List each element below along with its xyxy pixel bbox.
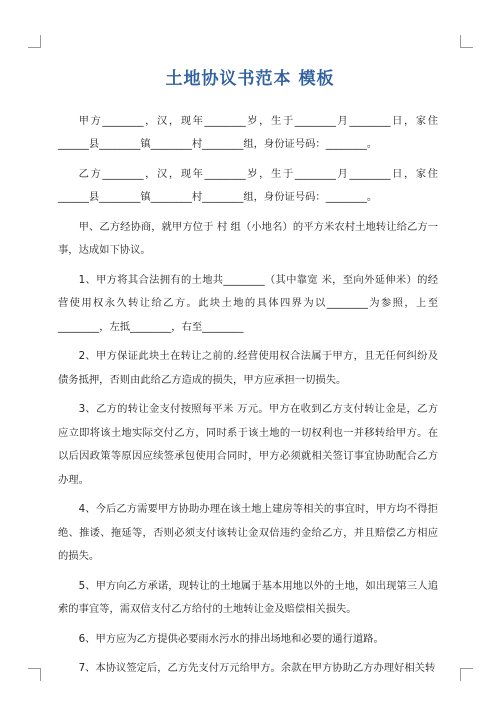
clause-3: 3、乙方的转让金支付按照每平米 万元。甲方在收到乙方支付转让金是，乙方应立即将该土地实际交付乙方，同时系于该土地的一切权利也一并移转给甲方。在以后因政策等原因应续签承包使用合同时，甲方必须就相关签订事宜协助配合乙方办理。 [58, 403, 438, 486]
clause-4: 4、今后乙方需要甲方协助办理在该土地上建房等相关的事宜时，甲方均不得拒绝、推诿、拖延等，否则必须支付该转让金双倍违约金给乙方，并且赔偿乙方相应的损失。 [58, 503, 438, 563]
clause-2: 2、甲方保证此块土在转让之前的.经营使用权合法属于甲方，且无任何纠纷及债务抵押，否则由此给乙方造成的损失，甲方应承担一切损失。 [58, 350, 438, 386]
crop-mark-top-right [460, 35, 473, 48]
document-body [58, 110, 438, 687]
crop-mark-bottom-right [460, 668, 473, 681]
clause-1: 1、甲方将其合法拥有的土地共________（其中靠宽 米，至向外延伸米）的经营使用权永久转让给乙方。此块土地的具体四界为以________为参照，上至________，左抵________，右至________ [58, 274, 438, 333]
document-title: 土地协议书范本 模板 [165, 69, 335, 89]
party-b-info: 乙方________，汉，现年________岁，生于________月________日，家住______县________镇________村________组，身份证号码：________。 [58, 168, 438, 204]
party-a-info: 甲方________，汉，现年________岁，生于________月________日，家住______县________镇________村________组，身份证号码：________。 [58, 115, 438, 151]
clause-5: 5、甲方向乙方承诺，现转让的土地属于基本用地以外的土地，如出现第三人追索的事宜等，需双倍支付乙方给付的土地转让金及赔偿相关损失。 [58, 579, 438, 616]
crop-mark-bottom-left [28, 668, 41, 681]
clause-7: 7、本协议签定后，乙方先支付万元给甲方。余款在甲方协助乙方办理好相关转 [78, 662, 436, 675]
clause-6: 6、甲方应为乙方提供必要雨水污水的排出场地和必要的通行道路。 [78, 632, 384, 645]
agreement-intro: 甲、乙方经协商，就甲方位于 村 组（小地名）的平方米农村土地转让给乙方一事，达成如下协议。 [58, 221, 438, 257]
crop-mark-top-left [28, 35, 41, 48]
